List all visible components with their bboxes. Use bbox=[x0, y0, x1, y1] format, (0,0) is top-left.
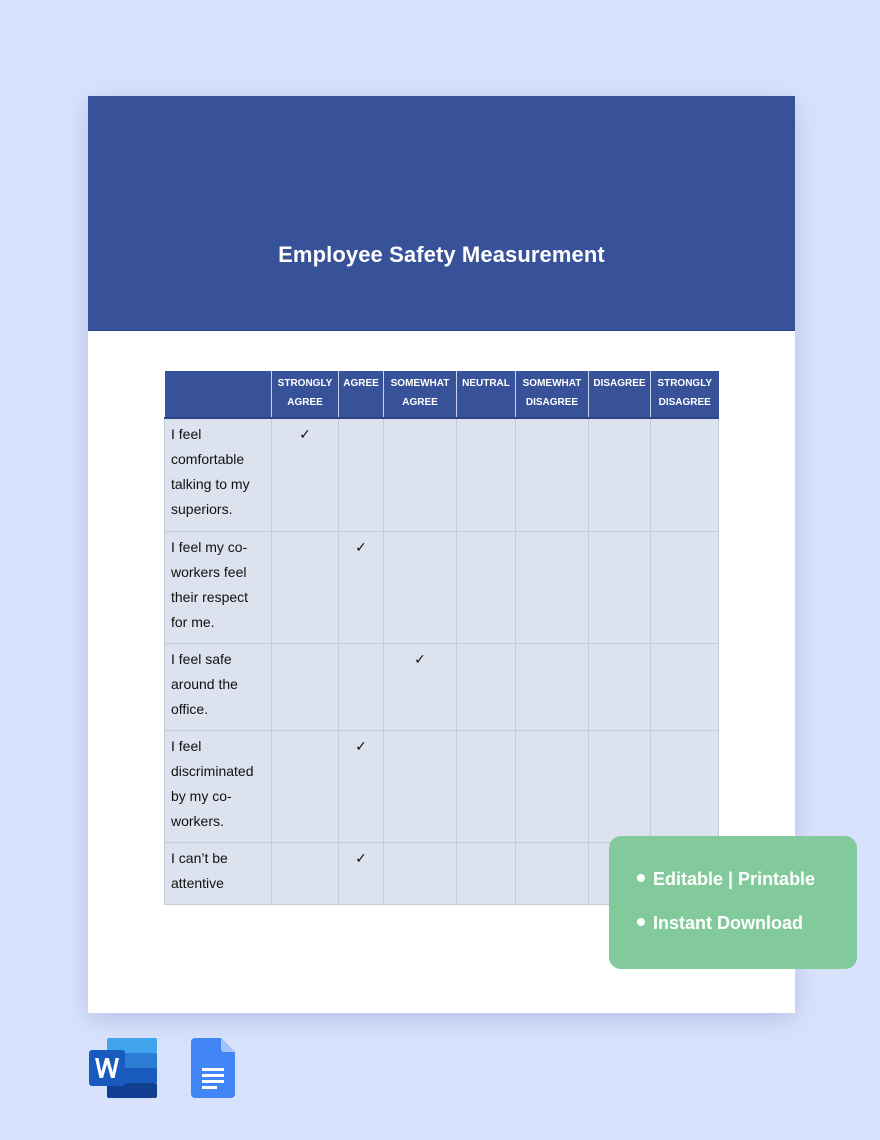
check-mark-icon: ✓ bbox=[339, 842, 384, 904]
bullet-icon bbox=[637, 874, 645, 882]
response-cell bbox=[384, 842, 457, 904]
response-cell bbox=[457, 418, 516, 531]
feature-editable bbox=[637, 869, 815, 890]
response-cell bbox=[457, 643, 516, 730]
response-cell bbox=[651, 418, 719, 531]
statement-cell: I can’t be attentive bbox=[165, 842, 272, 904]
statement-cell: I feel my co-workers feel their respect for me. bbox=[165, 531, 272, 643]
statement-cell: I feel discriminated by my co-workers. bbox=[165, 730, 272, 842]
response-cell bbox=[651, 531, 719, 643]
table-row bbox=[165, 730, 719, 842]
header-cell-statement bbox=[165, 371, 272, 418]
response-cell bbox=[384, 531, 457, 643]
response-cell bbox=[516, 730, 589, 842]
header-cell-disagree: DISAGREE bbox=[589, 371, 651, 418]
response-cell bbox=[589, 643, 651, 730]
response-cell bbox=[272, 643, 339, 730]
check-mark-icon: ✓ bbox=[339, 730, 384, 842]
statement-cell: I feel safe around the office. bbox=[165, 643, 272, 730]
response-cell bbox=[272, 730, 339, 842]
feature-download-label: Instant Download bbox=[653, 913, 803, 933]
response-cell bbox=[589, 418, 651, 531]
document-title: Employee Safety Measurement bbox=[278, 242, 605, 267]
response-cell bbox=[272, 531, 339, 643]
response-cell bbox=[516, 418, 589, 531]
feature-download bbox=[637, 913, 803, 934]
response-cell bbox=[272, 842, 339, 904]
google-docs-icon[interactable] bbox=[191, 1038, 235, 1098]
table-row bbox=[165, 643, 719, 730]
response-cell bbox=[384, 418, 457, 531]
check-mark-icon: ✓ bbox=[339, 531, 384, 643]
bullet-icon bbox=[637, 918, 645, 926]
document-header bbox=[88, 96, 795, 331]
statement-cell: I feel comfortable talking to my superiors. bbox=[165, 418, 272, 531]
check-mark-icon: ✓ bbox=[272, 418, 339, 531]
response-cell bbox=[516, 842, 589, 904]
features-badge bbox=[609, 836, 857, 969]
header-cell-somewhat-disagree: SOMEWHAT DISAGREE bbox=[516, 371, 589, 418]
response-cell bbox=[339, 418, 384, 531]
response-cell bbox=[339, 643, 384, 730]
table-header-row bbox=[165, 371, 719, 418]
response-cell bbox=[384, 730, 457, 842]
response-cell bbox=[457, 842, 516, 904]
response-cell bbox=[516, 643, 589, 730]
response-cell bbox=[516, 531, 589, 643]
response-cell bbox=[651, 730, 719, 842]
survey-table bbox=[164, 371, 719, 905]
header-cell-agree: AGREE bbox=[339, 371, 384, 418]
header-cell-neutral: NEUTRAL bbox=[457, 371, 516, 418]
table-row bbox=[165, 418, 719, 531]
table-row bbox=[165, 531, 719, 643]
microsoft-word-icon[interactable] bbox=[89, 1038, 157, 1098]
header-cell-strongly-agree: STRONGLY AGREE bbox=[272, 371, 339, 418]
feature-editable-label: Editable | Printable bbox=[653, 869, 816, 889]
response-cell bbox=[651, 643, 719, 730]
response-cell bbox=[589, 730, 651, 842]
header-cell-strongly-disagree: STRONGLY DISAGREE bbox=[651, 371, 719, 418]
response-cell bbox=[457, 531, 516, 643]
check-mark-icon: ✓ bbox=[384, 643, 457, 730]
header-cell-somewhat-agree: SOMEWHAT AGREE bbox=[384, 371, 457, 418]
response-cell bbox=[589, 531, 651, 643]
response-cell bbox=[457, 730, 516, 842]
